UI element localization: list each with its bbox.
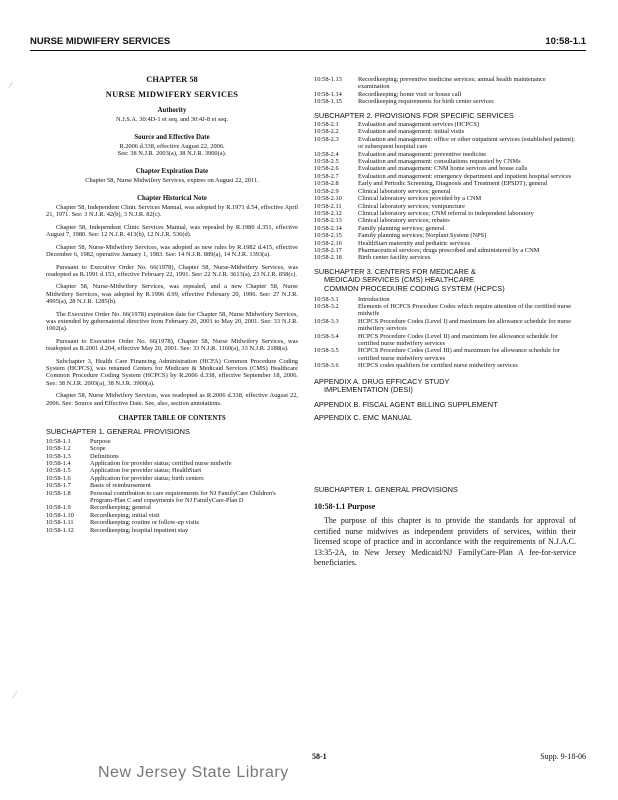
- history-note: Chapter 58, Nurse-Midwifery Services, was adopted as new rules by R.1982 d.415, effective December 6, 1982, operative January 1, 1983. See: 14 N.J.R. 889(a), 14 N.J.R. 1393(a).: [46, 243, 298, 259]
- toc-subchapter-3-list: [314, 296, 576, 370]
- scan-mark: ⁄: [14, 690, 16, 700]
- page-number: 58-1: [312, 752, 327, 761]
- toc-entry: 10:58-3.2 Elements of HCPCS Procedure Codes which require attention of the certified nurse midwife: [314, 302, 572, 318]
- toc-entry: 10:58-1.5 Application for provider status; HealthStart: [46, 467, 202, 475]
- toc-title: CHAPTER TABLE OF CONTENTS: [118, 415, 226, 422]
- authority-heading: Authority: [157, 106, 187, 114]
- toc-entry: 10:58-1.10 Recordkeeping; initial visit: [46, 511, 160, 519]
- toc-entry: 10:58-2.16 HealthStart maternity and pediatric services: [314, 239, 471, 247]
- toc-appendix-a: APPENDIX A. DRUG EFFICACY STUDY IMPLEMENTATION (DESI): [314, 376, 450, 395]
- toc-entry: 10:58-2.17 Pharmaceutical services; drugs prescribed and administered by a CNM: [314, 246, 540, 254]
- toc-entry: 10:58-2.1 Evaluation and management services (HCPCS): [314, 121, 480, 129]
- history-note: Chapter 58, Independent Clinic Services Manual, was adopted by R.1971 d.54, effective April 21, 1971. See: 3 N.J.R. 42(b), 3 N.J.R. 82(c).: [46, 204, 298, 219]
- source-heading: Source and Effective Date: [134, 133, 210, 141]
- scan-mark: ⁄: [10, 80, 12, 90]
- running-header: [30, 36, 586, 48]
- toc-entry: 10:58-2.4 Evaluation and management: preventive medicine: [314, 150, 487, 158]
- history-note: Subchapter 3, Health Care Financing Administration (HCFA) Common Procedure Coding System (HCPCS), was renamed Centers for Medicare & Medicaid Services (CMS) Healthcare Common Procedure Coding System (HCPCS) by R.2006 d.338, effective September 18, 2006. See: 38 N.J.R. 2003(a), 38 N.J.R. 3900(a).: [46, 357, 298, 387]
- toc-entry: 10:58-2.11 Clinical laboratory services; venipuncture: [314, 202, 466, 210]
- toc-entry: 10:58-1.14 Recordkeeping; home visit or house call: [314, 90, 462, 98]
- toc-entry: 10:58-2.12 Clinical laboratory services; CNM referral to independent laboratory: [314, 209, 534, 217]
- toc-entry: 10:58-2.6 Evaluation and management: CNM home services and house calls: [314, 165, 528, 173]
- expiration-text: Chapter 58, Nurse Midwifery Services, expires on August 22, 2011.: [85, 177, 259, 185]
- history-note: Pursuant to Executive Order No. 66(1978), Chapter 58, Nurse Midwifery Services, was readopted as R.2001 d.204, effective May 20, 2001. See: 33 N.J.R. 1160(a), 33 N.J.R. 2188(a).: [46, 337, 298, 353]
- source-text-2: See: 38 N.J.R. 2003(a), 38 N.J.R. 3900(a).: [117, 150, 227, 158]
- spacer: [314, 424, 576, 480]
- history-note: The Executive Order No. 66(1978) expiration date for Chapter 58, Nurse Midwifery Services, was extended by gubernatorial directive from February 20, 2001 to May 20, 2001. See: 33 N.J.R. 1002(a).: [46, 310, 298, 333]
- left-column: [46, 76, 298, 534]
- toc-entry: 10:58-1.3 Definitions: [46, 452, 119, 460]
- authority-text: N.J.S.A. 30:4D-1 et seq. and 30:4J-8 et seq.: [115, 116, 228, 124]
- toc-entry: 10:58-2.18 Birth center facility services: [314, 254, 431, 262]
- toc-entry: 10:58-3.1 Introduction: [314, 295, 390, 303]
- toc-entry: 10:58-1.11 Recordkeeping; routine or follow-up visits: [46, 519, 199, 527]
- toc-entry: 10:58-2.2 Evaluation and management: initial visits: [314, 128, 465, 136]
- toc-entry: 10:58-3.3 HCPCS Procedure Codes (Level I) and maximum fee allowance schedule for nurse midwifery services: [314, 317, 572, 333]
- toc-entry: 10:58-2.7 Evaluation and management: emergency department and inpatient hospital services: [314, 172, 572, 180]
- body-subchapter-title: SUBCHAPTER 1. GENERAL PROVISIONS: [314, 484, 458, 494]
- toc-entry: 10:58-2.5 Evaluation and management: consultations requested by CNMs: [314, 158, 521, 166]
- toc-entry: 10:58-1.15 Recordkeeping requirements for birth center services: [314, 98, 494, 106]
- chapter-label: CHAPTER 58: [146, 75, 198, 84]
- history-note: Chapter 58, Nurse Midwifery Services, was readopted as R.2006 d.338, effective August 22, 2006. See: Source and Effective Date. See, also, section annotations.: [46, 392, 298, 407]
- source-text: R.2006 d.338, effective August 22, 2006.: [119, 143, 225, 151]
- toc-subchapter-3-title: SUBCHAPTER 3. CENTERS FOR MEDICARE & MEDICAID SERVICES (CMS) HEALTHCARE COMMON PROCEDURE CODING SYSTEM (HCPCS): [314, 266, 505, 293]
- toc-appendix-b: APPENDIX B. FISCAL AGENT BILLING SUPPLEMENT: [314, 399, 498, 409]
- toc-entry: 10:58-1.12 Recordkeeping; hospital inpatient stay: [46, 526, 189, 534]
- toc-entry: 10:58-3.4 HCPCS Procedure Codes (Level II) and maximum fee allowance schedule for certified nurse midwifery services: [314, 332, 558, 347]
- toc-entry: 10:58-1.4 Application for provider status; certified nurse midwife: [46, 460, 232, 468]
- toc-entry: 10:58-1.7 Basis of reimbursement: [46, 482, 151, 490]
- toc-entry: 10:58-2.9 Clinical laboratory services; general: [314, 187, 451, 195]
- toc-subchapter-1-list: [46, 438, 298, 534]
- toc-subchapter-2-title: SUBCHAPTER 2. PROVISIONS FOR SPECIFIC SERVICES: [314, 110, 514, 120]
- right-column: [314, 76, 576, 568]
- toc-entry: 10:58-1.8 Personal contribution to care requirements for NJ FamilyCare Children's Program-Plan C and copayments for NJ FamilyCare-Plan D: [46, 489, 276, 505]
- history-note: Chapter 58, Independent Clinic Services Manual, was repealed by R.1980 d.351, effective August 7, 1980. See: 12 N.J.R. 413(b), 12 N.J.R. 536(d).: [46, 223, 298, 239]
- history-note: Chapter 58, Nurse-Midwifery Services, was repealed, and a new Chapter 58, Nurse Midwifery Services, was adopted by R.1996 d.99, effective February 20, 1996. See: 27 N.J.R. 4995(a), 28 N.J.R. 1285(b).: [46, 283, 298, 306]
- toc-entry: 10:58-1.1 Purpose: [46, 437, 111, 445]
- toc-entry: 10:58-1.6 Application for provider status; birth centers: [46, 474, 204, 482]
- header-rule: [30, 50, 586, 51]
- header-section: 10:58-1.1: [545, 36, 586, 47]
- toc-entry: 10:58-1.9 Recordkeeping; general: [46, 504, 151, 512]
- toc-entry: 10:58-2.10 Clinical laboratory services provided by a CNM: [314, 195, 482, 203]
- toc-entry: 10:58-3.6 HCPCS codes qualifiers for certified nurse midwifery services: [314, 362, 518, 370]
- toc-subchapter-2-list: [314, 121, 576, 262]
- history-note: Pursuant to Executive Order No. 66(1978), Chapter 58, Nurse-Midwifery Services, was readopted as R.1991 d.153, effective February 22, 1991. See: 22 N.J.R. 3613(a), 23 N.J.R. 858(c).: [46, 263, 298, 278]
- toc-entry: 10:58-3.5 HCPCS Procedure Codes (Level III) and maximum fee allowance schedule for certified nurse midwifery services: [314, 347, 560, 362]
- toc-entry: 10:58-2.15 Family planning services; Norplant System (NPS): [314, 232, 487, 240]
- history-heading: Chapter Historical Note: [137, 194, 207, 202]
- toc-entry: 10:58-1.2 Scope: [46, 445, 106, 453]
- chapter-title: NURSE MIDWIFERY SERVICES: [105, 90, 239, 100]
- toc-entry: 10:58-2.8 Early and Periodic Screening, Diagnosis and Treatment (EPSDT); general: [314, 180, 548, 188]
- section-text: The purpose of this chapter is to provide the standards for approval of certified nurse midwives as independent providers of services, within their licensed scope of practice and in accordance with the requirements of N.J.A.C. 13:35-2A, to New Jersey Medicaid/NJ FamilyCare-Plan A fee-for-service beneficiaries.: [314, 516, 576, 568]
- section-heading: 10:58-1.1 Purpose: [314, 502, 376, 511]
- library-stamp: New Jersey State Library: [98, 764, 289, 781]
- supplement-date: Supp. 9-18-06: [540, 752, 586, 761]
- expiration-heading: Chapter Expiration Date: [135, 167, 209, 175]
- header-title: NURSE MIDWIFERY SERVICES: [30, 36, 171, 47]
- toc-entry: 10:58-1.13 Recordkeeping; preventive medicine services; annual health maintenance examination: [314, 76, 546, 91]
- toc-subchapter-1-title: SUBCHAPTER 1. GENERAL PROVISIONS: [46, 427, 190, 437]
- toc-entry: 10:58-2.13 Clinical laboratory services; rebates: [314, 217, 450, 225]
- toc-appendix-c: APPENDIX C. EMC MANUAL: [314, 413, 413, 423]
- toc-entry: 10:58-2.14 Family planning services; general: [314, 224, 445, 232]
- toc-entry: 10:58-2.3 Evaluation and management: office or other outpatient services (established patient); or subsequent hospital care: [314, 135, 575, 151]
